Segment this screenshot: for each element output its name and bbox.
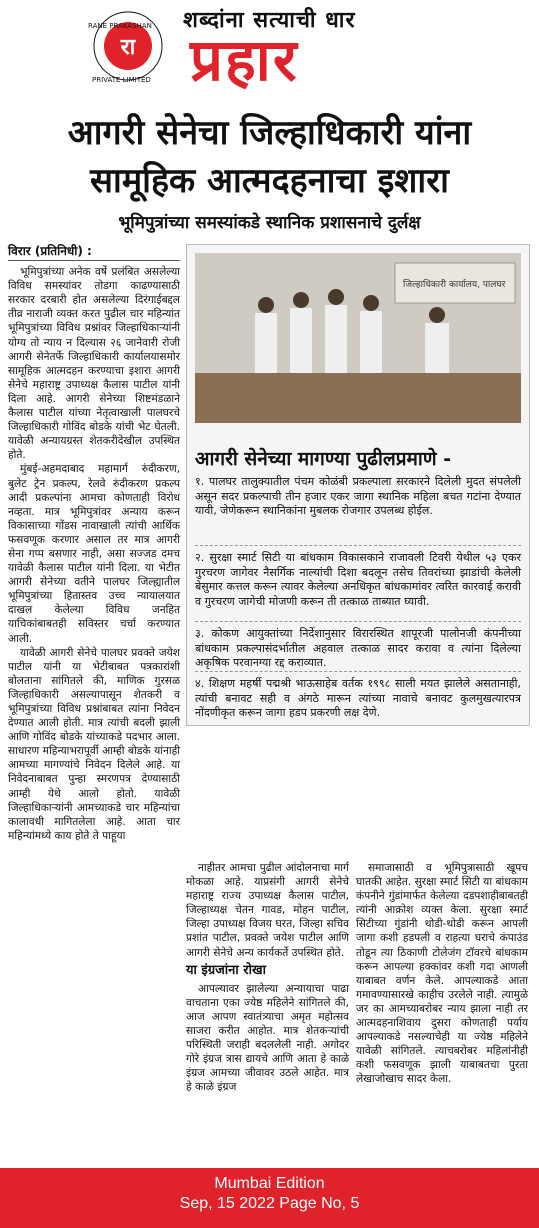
- svg-text:PRIVATE LIMITED: PRIVATE LIMITED: [92, 76, 151, 84]
- edition-label: Mumbai Edition: [214, 1175, 325, 1192]
- edition-footer: [0, 1168, 539, 1228]
- rane-prakashan-logo: [80, 6, 176, 86]
- demand-item: २. सुरक्षा स्मार्ट सिटी या बांधकाम विकासकाने राजावली टिवरी येथील ५३ एकर गुरचरण जागेवर नैसर्गिक नाल्यांची दिशा बदलून तसेच तिवरांच्या झाडांची केलेली बेसुमार कत्तल करून त्यावर केलेल्या अनधिकृत बांधकामांवर त्वरित कारवाई करावी व गुरचरण जागेची मोजणी करून ती तत्काळ ताब्यात घ्यावी.: [195, 551, 521, 608]
- masthead-tagline: शब्दांना सत्याची धार: [183, 8, 356, 33]
- demand-item: १. पालघर तालुक्यातील पंचम कोळंबी प्रकल्पाला सरकारने दिलेली मुदत संपलेली असून सदर प्रकल्पाची तीन हजार एकर जागा स्थानिक महिला बचत गटांना देण्यात यावी, जेणेकरून स्थानिकांना मुबलक रोजगार उपलब्ध होईल.: [195, 475, 521, 517]
- meeting-photo: [195, 253, 521, 423]
- article-column-1: [8, 244, 180, 843]
- paragraph: भूमिपुत्रांच्या अनेक वर्षे प्रलंबित असलेल्या विविध समस्यांवर तोडगा काढण्यासाठी सरकार दरबारी होत असलेल्या दिरंगाईबद्दल तीव्र नाराजी व्यक्त करत पुढील चार महिन्यांत भूमिपुत्रांच्या विविध प्रश्नांवर जिल्हाधिकाऱ्यांनी योग्य तो न्याय न दिल्यास २६ जानेवारी रोजी आगरी सेनेतर्फे जिल्हाधिकारी कार्यालयासमोर सामूहिक आत्मदहन करण्याचा इशारा आगरी सेनेचे महाराष्ट्र उपाध्यक्ष कैलास पाटील यांनी दिला आहे. आगरी सेनेच्या शिष्टमंडळाने कैलास पाटील यांच्या नेतृत्वाखाली पालघरचे जिल्हाधिकारी गोविंद बोडके यांची भेट घेतली. यावेळी अन्यायग्रस्त शेतकरीदेखील उपस्थित होते.: [8, 266, 180, 462]
- paragraph: नाहीतर आमचा पुढील आंदोलनाचा मार्ग मोकळा आहे. याप्रसंगी आगरी सेनेचे महाराष्ट्र राज्य उपाध्यक्ष कैलास पाटील, जिल्हाध्यक्ष चेतन गावड, मोहन पाटील, जिल्हा उपाध्यक्ष विजय घरत, जिल्हा सचिव प्रशांत पाटील, प्रवक्ते जयेश पाटील आणि आगरी सेनेचे अन्य कार्यकर्ते उपस्थित होते.: [186, 862, 349, 959]
- masthead-brand: प्रहार: [190, 26, 299, 94]
- paragraph: यावेळी आगरी सेनेचे पालघर प्रवक्ते जयेश पाटील यांनी या भेटीबाबत पत्रकारांशी बोलताना सांगितले की, माणिक गुरसळ जिल्हाधिकारी असल्यापासून शेतकरी व भूमिपुत्रांच्या विविध प्रश्नांबाबत त्यांना निवेदन देण्यात आली होती. मात्र त्यांची बदली झाली आणि गोविंद बोडके यांच्याकडे पदभार आला. साधारण महिन्याभरापूर्वी आम्ही बोडके यांनाही आमच्या मागण्यांचे निवेदन दिलेले आहे. या निवेदनाबाबत पुन्हा स्मरणपत्र देण्यासाठी आम्ही येथे आलो होतो. यावेळी जिल्हाधिकाऱ्यांनी आमच्याकडे चार महिन्यांचा कालावधी मागितलेला आहे. आता चार महिन्यांमध्ये काय होते ते पाहूया: [8, 646, 180, 842]
- paragraph: मुंबई-अहमदाबाद महामार्ग रुंदीकरण, बुलेट ट्रेन प्रकल्प, रेलवे रुंदीकरण प्रकल्प आदी प्रकल्पांना आमचा कोणताही विरोध नव्हता. मात्र भूमिपुत्रांवर अन्याय करून विकासाच्या गोंडस नावाखाली त्यांची आर्थिक फसवणूक करणार असाल तर मात्र आगरी सेना गप्प बसणार नाही, असा सज्जड दमच यावेळी कैलास पाटील यांनी दिला. या भेटीत आगरी सेनेच्या वतीने पालघर जिल्ह्यातील भूमिपुत्रांच्या हितास्तव उच्च न्यायालयात दाखल केलेल्या विविध जनहित याचिकांबाबतही सविस्तर चर्चा करण्यात आली.: [8, 463, 180, 645]
- article-column-2: [186, 861, 349, 1095]
- headline-line2: सामूहिक आत्मदहनाचा इशारा: [90, 161, 449, 201]
- svg-text:रा: रा: [120, 35, 136, 60]
- masthead: [0, 0, 539, 95]
- dateline: विरार (प्रतिनिधी) :: [8, 244, 180, 261]
- demands-box: [186, 244, 530, 726]
- paragraph: आपल्यावर झालेल्या अन्यायाचा पाढा वाचताना एका ज्येष्ठ महिलेने सांगितले की, आज आपण स्वातंत्र्याचा अमृत महोत्सव साजरा करीत आहोत. मात्र शेतकऱ्यांची परिस्थिती जराही बदललेली नाही. अगोदर गोरे इंग्रज त्रास द्यायचे आणि आता हे काळे इंग्रज आमच्या जीवावर उठले आहेत. मात्र हे काळे इंग्रज: [186, 982, 349, 1094]
- demands-title: आगरी सेनेच्या मागण्या पुढीलप्रमाणे -: [195, 448, 452, 470]
- subheadline: भूमिपुत्रांच्या समस्यांकडे स्थानिक प्रशासनाचे दुर्लक्ष: [118, 213, 421, 233]
- divider: [195, 621, 521, 622]
- svg-text:जिल्हाधिकारी कार्यालय, पालघर: जिल्हाधिकारी कार्यालय, पालघर: [403, 280, 506, 290]
- svg-text:RANE PRAKASHAN: RANE PRAKASHAN: [88, 22, 152, 30]
- demand-item: ३. कोकण आयुक्तांच्या निर्देशानुसार विरारस्थित शापूरजी पालोनजी कंपनीच्या बांधकाम प्रकल्पासंदर्भातील अहवाल तत्काळ सादर करावा व त्यांना दिलेल्या अकृषिक परवानग्या रद्द कराव्यात.: [195, 627, 521, 669]
- section-subhead: या इंग्रजांना रोखा: [186, 962, 266, 978]
- article-column-3: [356, 861, 528, 1087]
- demand-item: ४. शिक्षण महर्षी पद्मश्री भाऊसाहेब वर्तक १९९८ साली मयत झालेले असतानाही, त्यांची बनावट सही व अंगठे मारून त्यांच्या नावाचे बनावट कुलमुखत्यारपत्र नोंदणीकृत करून जागा हडप प्रकरणी लक्ष देणे.: [195, 677, 521, 719]
- divider: [195, 545, 521, 546]
- paragraph: समाजासाठी व भूमिपुत्रासाठी खूपच घातकी आहेत. सुरक्षा स्मार्ट सिटी या बांधकाम कंपनीने गुंडांमार्फत केलेल्या दडपशाहीबाबतही त्यांनी आक्रोश व्यक्त केला. सुरक्षा स्मार्ट सिटीच्या गुंडांनी थोडी-थोडी करून आपली जागा कशी हडपली व राहत्या घराचे कंपाउंड तोडून त्या ठिकाणी टोलेजंग टॉवरचे बांधकाम करून आपल्या हक्कांवर कशी गदा आणली याबाबत वर्णन केले. आपल्याकडे आता गमावण्यासारखे काहीच उरलेले नाही. त्यामुळे जर का आमच्याबरोबर न्याय झाला नाही तर आत्मदहनाशिवाय दुसरा कोणताही पर्याय आपल्याकडे नसल्याचेही या ज्येष्ठ महिलेने यावेळी सांगितले. त्याचबरोबर महिलांनीही कशी फसवणूक झाली याबाबतचा पुरता लेखाजोखाच सादर केला.: [356, 862, 528, 1086]
- headline-line1: आगरी सेनेचा जिल्हाधिकारी यांना: [67, 113, 472, 153]
- date-page-label: Sep, 15 2022 Page No, 5: [179, 1195, 360, 1212]
- divider: [195, 671, 521, 672]
